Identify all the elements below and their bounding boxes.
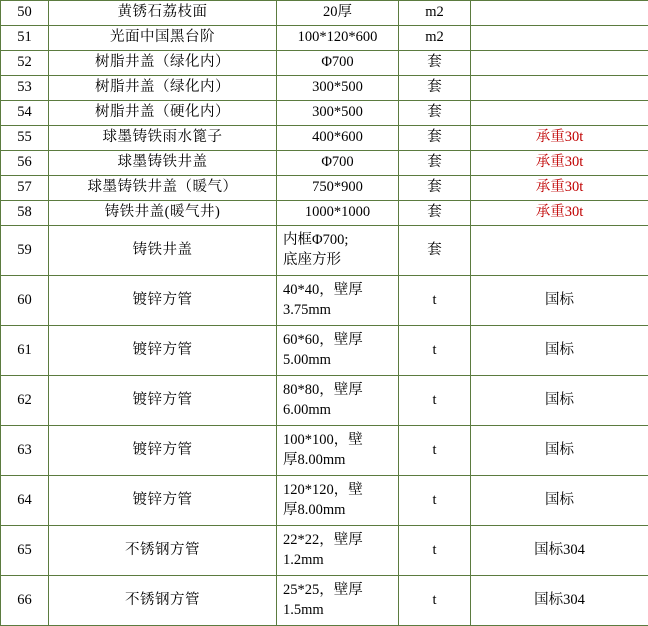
cell-unit[interactable]: t	[399, 576, 471, 626]
specification-line: 3.75mm	[283, 301, 395, 321]
table-row	[1, 201, 648, 226]
cell-unit[interactable]: t	[399, 476, 471, 526]
cell-specification[interactable]: 100*120*600	[277, 26, 399, 51]
cell-specification[interactable]: Φ700	[277, 151, 399, 176]
specification-line: 内框Φ700;	[283, 231, 395, 251]
table-row	[1, 76, 648, 101]
specification-line: 22*22，壁厚	[283, 531, 395, 551]
cell-note[interactable]	[471, 76, 648, 101]
table-row	[1, 226, 648, 276]
cell-unit[interactable]: t	[399, 376, 471, 426]
cell-unit[interactable]: m2	[399, 1, 471, 26]
table-row	[1, 276, 648, 326]
cell-row-number[interactable]: 52	[1, 51, 49, 76]
cell-unit[interactable]: m2	[399, 26, 471, 51]
cell-item-name[interactable]: 镀锌方管	[49, 326, 277, 376]
table-row	[1, 576, 648, 626]
cell-unit[interactable]: t	[399, 276, 471, 326]
cell-item-name[interactable]: 镀锌方管	[49, 426, 277, 476]
cell-specification[interactable]	[277, 226, 399, 276]
cell-specification[interactable]	[277, 426, 399, 476]
cell-note[interactable]: 国标	[471, 276, 648, 326]
cell-specification[interactable]: 1000*1000	[277, 201, 399, 226]
specification-line: 厚8.00mm	[283, 451, 395, 471]
table-row	[1, 151, 648, 176]
cell-row-number[interactable]: 64	[1, 476, 49, 526]
specification-line: 1.2mm	[283, 551, 395, 571]
cell-note[interactable]: 承重30t	[471, 151, 648, 176]
cell-specification[interactable]	[277, 526, 399, 576]
cell-specification[interactable]: 300*500	[277, 101, 399, 126]
table-body	[1, 1, 648, 626]
cell-unit[interactable]: t	[399, 426, 471, 476]
specification-line: 40*40，壁厚	[283, 281, 395, 301]
cell-specification[interactable]	[277, 276, 399, 326]
table-row	[1, 476, 648, 526]
cell-unit[interactable]: 套	[399, 51, 471, 76]
cell-specification[interactable]	[277, 326, 399, 376]
cell-unit[interactable]: 套	[399, 76, 471, 101]
cell-item-name[interactable]: 镀锌方管	[49, 276, 277, 326]
cell-specification[interactable]: 300*500	[277, 76, 399, 101]
specification-line: 120*120，壁	[283, 481, 395, 501]
specification-line: 60*60，壁厚	[283, 331, 395, 351]
cell-unit[interactable]: 套	[399, 201, 471, 226]
specification-line: 80*80，壁厚	[283, 381, 395, 401]
specification-line: 25*25，壁厚	[283, 581, 395, 601]
specification-line: 底座方形	[283, 251, 395, 271]
cell-item-name[interactable]: 镀锌方管	[49, 476, 277, 526]
cell-specification[interactable]: 400*600	[277, 126, 399, 151]
cell-note[interactable]: 国标	[471, 326, 648, 376]
specification-line: 100*100，壁	[283, 431, 395, 451]
cell-note[interactable]	[471, 26, 648, 51]
table-row	[1, 526, 648, 576]
cell-row-number[interactable]: 58	[1, 201, 49, 226]
cell-specification[interactable]: Φ700	[277, 51, 399, 76]
cell-item-name[interactable]: 不锈钢方管	[49, 526, 277, 576]
cell-specification[interactable]	[277, 476, 399, 526]
table-row	[1, 326, 648, 376]
cell-row-number[interactable]: 60	[1, 276, 49, 326]
cell-unit[interactable]: t	[399, 526, 471, 576]
cell-row-number[interactable]: 54	[1, 101, 49, 126]
cell-row-number[interactable]: 59	[1, 226, 49, 276]
cell-note[interactable]: 国标	[471, 426, 648, 476]
cell-specification[interactable]: 20厚	[277, 1, 399, 26]
table-row	[1, 426, 648, 476]
cell-unit[interactable]: 套	[399, 126, 471, 151]
cell-item-name[interactable]: 球墨铸铁雨水篦子	[49, 126, 277, 151]
cell-row-number[interactable]: 63	[1, 426, 49, 476]
cell-note[interactable]: 国标304	[471, 526, 648, 576]
cell-note[interactable]: 承重30t	[471, 176, 648, 201]
cell-item-name[interactable]: 树脂井盖（绿化内）	[49, 76, 277, 101]
cell-row-number[interactable]: 50	[1, 1, 49, 26]
cell-note[interactable]	[471, 226, 648, 276]
cell-row-number[interactable]: 51	[1, 26, 49, 51]
cell-note[interactable]: 承重30t	[471, 126, 648, 151]
cell-item-name[interactable]: 球墨铸铁井盖（暖气）	[49, 176, 277, 201]
cell-note[interactable]: 承重30t	[471, 201, 648, 226]
table-row	[1, 176, 648, 201]
cell-row-number[interactable]: 61	[1, 326, 49, 376]
table-row	[1, 51, 648, 76]
cell-row-number[interactable]: 57	[1, 176, 49, 201]
specification-line: 6.00mm	[283, 401, 395, 421]
cell-specification[interactable]	[277, 376, 399, 426]
cell-row-number[interactable]: 62	[1, 376, 49, 426]
cell-unit[interactable]: 套	[399, 151, 471, 176]
cell-item-name[interactable]: 树脂井盖（绿化内）	[49, 51, 277, 76]
cell-note[interactable]	[471, 51, 648, 76]
cell-note[interactable]	[471, 1, 648, 26]
cell-unit[interactable]: 套	[399, 176, 471, 201]
specification-line: 厚8.00mm	[283, 501, 395, 521]
cell-unit[interactable]: 套	[399, 226, 471, 276]
cell-item-name[interactable]: 铸铁井盖(暖气井)	[49, 201, 277, 226]
cell-note[interactable]	[471, 101, 648, 126]
cell-unit[interactable]: 套	[399, 101, 471, 126]
cell-row-number[interactable]: 65	[1, 526, 49, 576]
table-row	[1, 101, 648, 126]
table-row	[1, 376, 648, 426]
table-row	[1, 126, 648, 151]
cell-item-name[interactable]: 球墨铸铁井盖	[49, 151, 277, 176]
cell-row-number[interactable]: 53	[1, 76, 49, 101]
cell-specification[interactable]: 750*900	[277, 176, 399, 201]
cell-item-name[interactable]: 黄锈石荔枝面	[49, 1, 277, 26]
cell-item-name[interactable]: 光面中国黑台阶	[49, 26, 277, 51]
cell-note[interactable]: 国标304	[471, 576, 648, 626]
cell-specification[interactable]	[277, 576, 399, 626]
table-row	[1, 1, 648, 26]
cell-item-name[interactable]: 树脂井盖（硬化内）	[49, 101, 277, 126]
cell-row-number[interactable]: 56	[1, 151, 49, 176]
cell-item-name[interactable]: 镀锌方管	[49, 376, 277, 426]
specification-line: 1.5mm	[283, 601, 395, 621]
cell-unit[interactable]: t	[399, 326, 471, 376]
cell-row-number[interactable]: 55	[1, 126, 49, 151]
specification-line: 5.00mm	[283, 351, 395, 371]
cell-item-name[interactable]: 不锈钢方管	[49, 576, 277, 626]
cell-note[interactable]: 国标	[471, 376, 648, 426]
cell-note[interactable]: 国标	[471, 476, 648, 526]
cell-row-number[interactable]: 66	[1, 576, 49, 626]
table-row	[1, 26, 648, 51]
cell-item-name[interactable]: 铸铁井盖	[49, 226, 277, 276]
